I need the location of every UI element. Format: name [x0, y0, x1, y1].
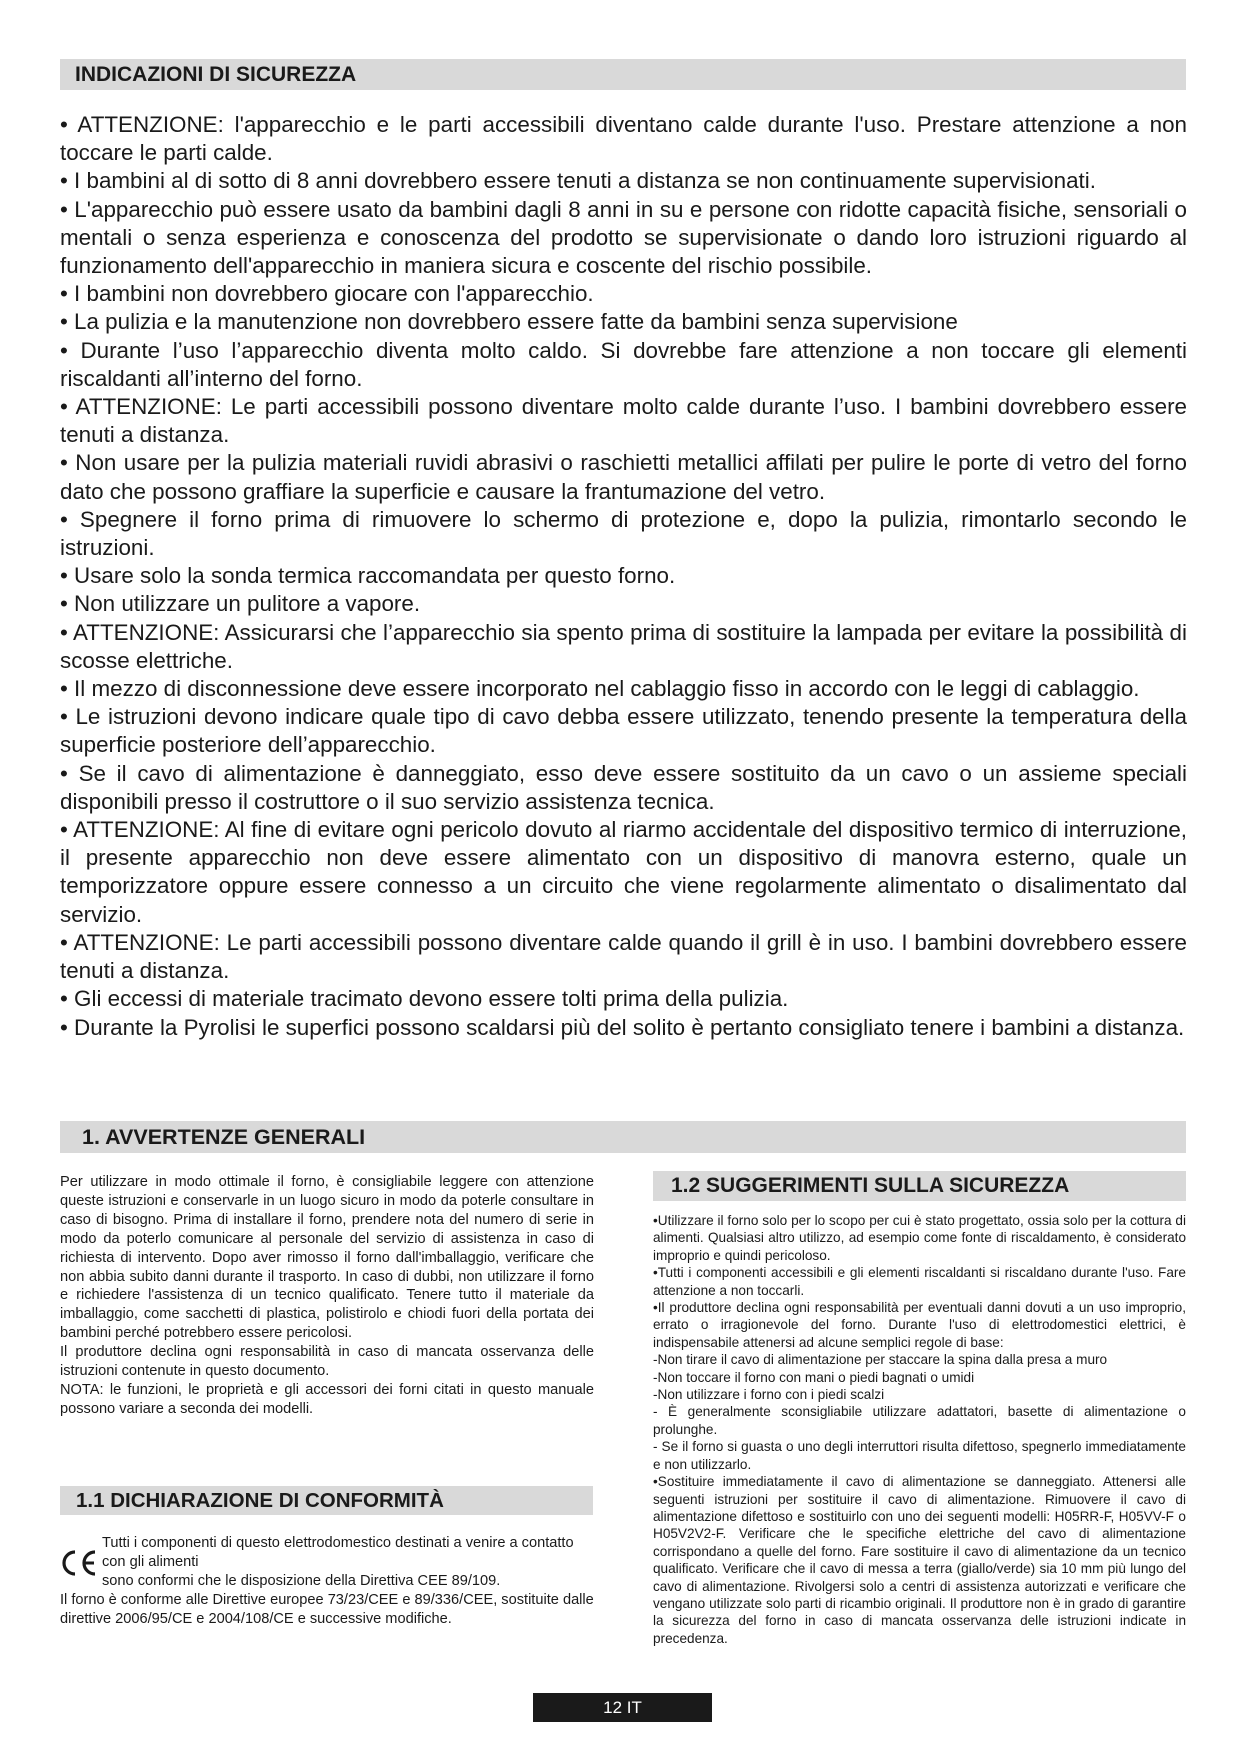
safety-tips-heading: 1.2 SUGGERIMENTI SULLA SICUREZZA — [653, 1171, 1186, 1201]
conformity-text — [60, 1572, 594, 1629]
tips-paragraph: •Utilizzare il forno solo per lo scopo per cui è stato progettato, ossia solo per la cottura di alimenti. Qualsiasi altro utilizzo, ad esempio come fonte di riscaldamento, è considerato improprio e quindi pericoloso. — [653, 1213, 1186, 1263]
tips-paragraph: -Non utilizzare i forno con i piedi scalzi — [653, 1387, 885, 1403]
tips-paragraph: -Non tirare il cavo di alimentazione per staccare la spina dalla presa a muro — [653, 1352, 1108, 1368]
conformity-line: Il forno è conforme alle Direttive europee 73/23/CEE e 89/336/CEE, sostituite dalle direttive 2006/95/CE e 2004/108/CE e successive modifiche. — [60, 1592, 594, 1627]
general-paragraph: Il produttore declina ogni responsabilità in caso di mancata osservanza delle istruzioni contenute in questo documento. — [60, 1344, 594, 1380]
safety-item: • I bambini non dovrebbero giocare con l'apparecchio. — [60, 281, 594, 307]
general-warnings-heading: 1. AVVERTENZE GENERALI — [60, 1121, 1186, 1153]
tips-paragraph: - È generalmente sconsigliabile utilizzare adattatori, basette di alimentazione o prolunghe. — [653, 1404, 1186, 1437]
tips-paragraph: -Non toccare il forno con mani o piedi bagnati o umidi — [653, 1369, 975, 1385]
safety-item: • Il mezzo di disconnessione deve essere incorporato nel cablaggio fisso in accordo con le leggi di cablaggio. — [60, 676, 1140, 702]
tips-paragraph: - Se il forno si guasta o uno degli interruttori risulta difettoso, spegnerlo immediatamente e non utilizzarlo. — [653, 1439, 1186, 1472]
safety-item: • Gli eccessi di materiale tracimato devono essere tolti prima della pulizia. — [60, 986, 789, 1012]
conformity-line: sono conformi che le disposizione della Direttiva CEE 89/109. — [102, 1573, 501, 1589]
safety-item: • Spegnere il forno prima di rimuovere lo schermo di protezione e, dopo la pulizia, rimontarlo secondo le istruzioni. — [60, 506, 1187, 561]
safety-item: • Se il cavo di alimentazione è danneggiato, esso deve essere sostituito da un cavo o un assieme speciali disponibili presso il costruttore o il suo servizio assistenza tecnica. — [60, 760, 1187, 814]
safety-item: • ATTENZIONE: Al fine di evitare ogni pericolo dovuto al riarmo accidentale del dispositivo termico di interruzione, il presente apparecchio non deve essere alimentato con un dispositivo di manovra esterno, quale un temporizzatore oppure essere connesso a un circuito che viene regolarmente alimentato o disalimentato dal servizio. — [60, 817, 1187, 927]
safety-item: • Durante l’uso l’apparecchio diventa molto caldo. Si dovrebbe fare attenzione a non toccare gli elementi riscaldanti all’interno del forno. — [60, 337, 1187, 391]
safety-item: • L'apparecchio può essere usato da bambini dagli 8 anni in su e persone con ridotte capacità fisiche, sensoriali o mentali o senza esperienza e conoscenza del prodotto se supervisionate o dando loro istruzioni riguardo al funzionamento dell'apparecchio in maniera sicura e coscente del rischio possibile. — [60, 196, 1187, 279]
safety-heading: INDICAZIONI DI SICUREZZA — [60, 59, 1186, 90]
safety-item: • Non usare per la pulizia materiali ruvidi abrasivi o raschietti metallici affilati per pulire le porte di vetro del forno dato che possono graffiare la superficie e causare la frantumazione del vetro. — [60, 450, 1187, 504]
tips-paragraph: •Il produttore declina ogni responsabilità per eventuali danni dovuti a un uso improprio, errato o irragionevole del forno. Durante l'uso di elettrodomestici elettrici, è indispensabile attenersi ad alcune semplici regole di base: — [653, 1300, 1186, 1350]
safety-list — [60, 111, 1187, 1042]
general-warnings-text — [60, 1173, 594, 1419]
safety-item: • Durante la Pyrolisi le superfici possono scaldarsi più del solito è pertanto consigliato tenere i bambini a distanza. — [60, 1014, 1185, 1040]
safety-item: • ATTENZIONE: Le parti accessibili possono diventare molto calde durante l’uso. I bambini dovrebbero essere tenuti a distanza. — [60, 394, 1187, 448]
safety-item: • La pulizia e la manutenzione non dovrebbero essere fatte da bambini senza supervisione — [60, 309, 958, 335]
safety-item: • ATTENZIONE: Le parti accessibili possono diventare calde quando il grill è in uso. I bambini dovrebbero essere tenuti a distanza. — [60, 929, 1187, 984]
safety-item: • ATTENZIONE: Assicurarsi che l’apparecchio sia spento prima di sostituire la lampada per evitare la possibilità di scosse elettriche. — [60, 619, 1187, 673]
safety-item: • Le istruzioni devono indicare quale tipo di cavo debba essere utilizzato, tenendo presente la temperatura della superficie posteriore dell’apparecchio. — [60, 704, 1187, 758]
safety-item: • Usare solo la sonda termica raccomandata per questo forno. — [60, 563, 676, 589]
safety-item: • I bambini al di sotto di 8 anni dovrebbero essere tenuti a distanza se non continuamente supervisionati. — [60, 168, 1096, 194]
conformity-intro: Tutti i componenti di questo elettrodomestico destinati a venire a contatto con gli alimenti — [102, 1535, 574, 1570]
safety-item: • Non utilizzare un pulitore a vapore. — [60, 591, 421, 617]
conformity-heading: 1.1 DICHIARAZIONE DI CONFORMITÀ — [60, 1486, 593, 1515]
general-paragraph: NOTA: le funzioni, le proprietà e gli accessori dei forni citati in questo manuale possono variare a seconda dei modelli. — [60, 1381, 594, 1417]
general-paragraph: Per utilizzare in modo ottimale il forno, è consigliabile leggere con attenzione queste istruzioni e conservarle in un luogo sicuro in modo da poterle consultare in caso di bisogno. Prima di installare il forno, prendere nota del numero di serie in modo da poterlo comunicare al personale del servizio di assistenza in caso di richiesta di intervento. Dopo aver rimosso il forno dall'imballaggio, verificare che non abbia subito danni durante il trasporto. In caso di dubbi, non utilizzare il forno e richiedere l'assistenza di un tecnico qualificato. Tenere tutto il materiale da imballaggio, come sacchetti di plastica, polistirolo e chiodi fuori della portata dei bambini perché potrebbero essere pericolosi. — [60, 1174, 594, 1342]
tips-paragraph: •Tutti i componenti accessibili e gli elementi riscaldanti si riscaldano durante l'uso. Fare attenzione a non toccarli. — [653, 1265, 1186, 1298]
safety-item: • ATTENZIONE: l'apparecchio e le parti accessibili diventano calde durante l'uso. Prestare attenzione a non toccare le parti calde. — [60, 112, 1187, 166]
tips-paragraph: •Sostituire immediatamente il cavo di alimentazione se danneggiato. Attenersi alle seguenti istruzioni per sostituire il cavo di alimentazione. Rimuovere il cavo di alimentazione difettoso e sostituirlo con uno dei seguenti modelli: H05RR-F, H05VV-F o H05V2V2-F. Verificare che le specifiche elettriche del cavo di alimentazione corrispondano a quelle del forno. Fare sostituire il cavo di alimentazione da un tecnico qualificato. Verificare che il cavo di messa a terra (giallo/verde) sia 10 mm più lungo del cavo di alimentazione. Rivolgersi solo a centri di assistenza autorizzati e verificare che vengano utilizzate solo parti di ricambio originali. Il produttore non è in grado di garantire la sicurezza del forno in caso di mancata osservanza delle istruzioni indicate in precedenza. — [653, 1474, 1186, 1646]
page-number: 12 IT — [533, 1693, 712, 1722]
safety-tips-text — [653, 1212, 1186, 1647]
